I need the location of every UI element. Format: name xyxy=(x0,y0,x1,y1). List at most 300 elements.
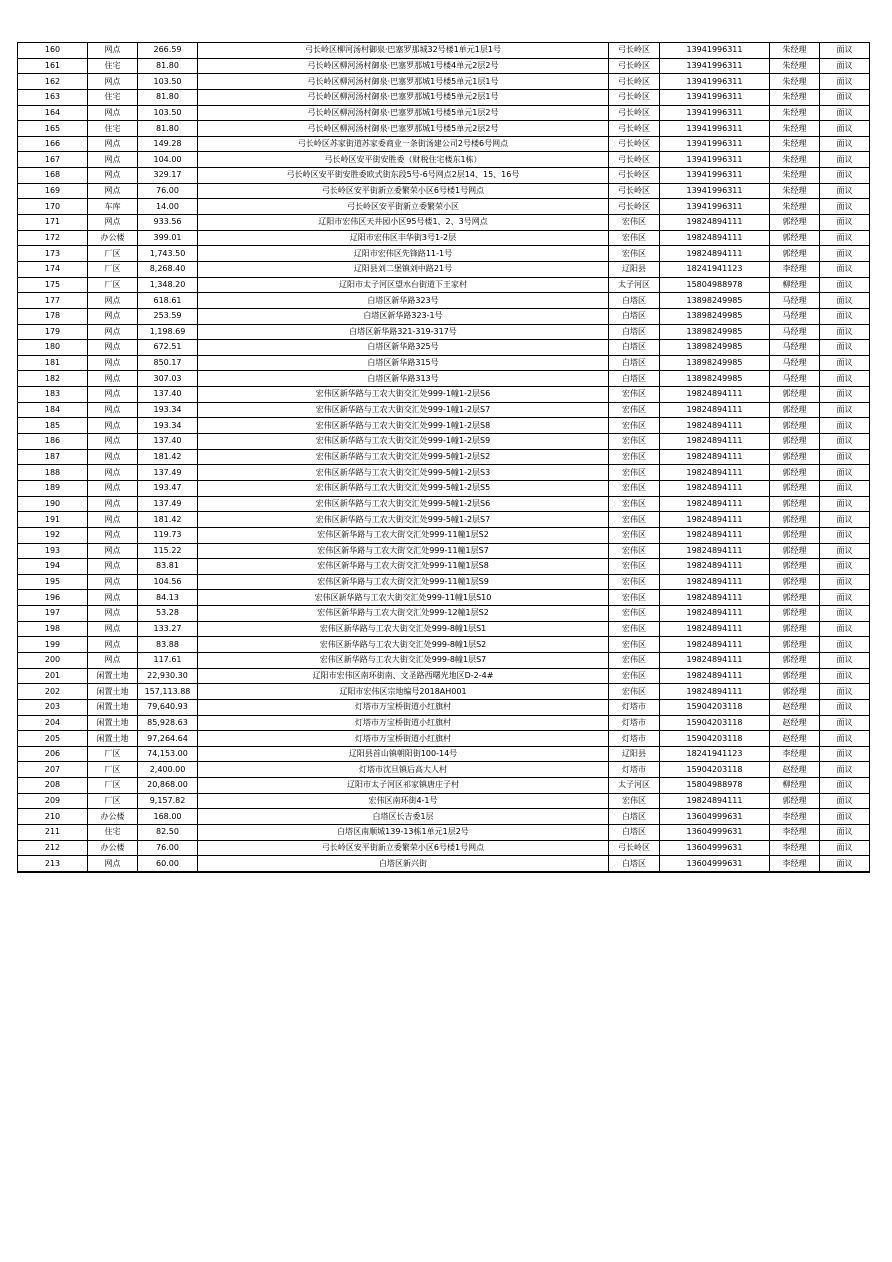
cell-address: 宏伟区新华路与工农大街交汇处999-8幢1层S2 xyxy=(198,637,609,653)
table-row xyxy=(18,246,870,262)
cell-district: 宏伟区 xyxy=(609,434,660,450)
cell-id: 206 xyxy=(18,746,88,762)
cell-district: 弓长岭区 xyxy=(609,183,660,199)
table-row xyxy=(18,746,870,762)
cell-phone: 13604999631 xyxy=(660,825,770,841)
cell-id: 205 xyxy=(18,731,88,747)
cell-phone: 15904203118 xyxy=(660,699,770,715)
cell-id: 212 xyxy=(18,840,88,856)
cell-contact: 马经理 xyxy=(770,293,820,309)
cell-phone: 13941996311 xyxy=(660,58,770,74)
cell-area: 1,198.69 xyxy=(138,324,198,340)
cell-district: 弓长岭区 xyxy=(609,89,660,105)
cell-contact: 郭经理 xyxy=(770,215,820,231)
cell-id: 207 xyxy=(18,762,88,778)
cell-phone: 19824894111 xyxy=(660,559,770,575)
cell-price: 面议 xyxy=(820,543,870,559)
cell-type: 厂区 xyxy=(88,261,138,277)
cell-contact: 郭经理 xyxy=(770,449,820,465)
cell-contact: 朱经理 xyxy=(770,199,820,215)
cell-district: 弓长岭区 xyxy=(609,43,660,59)
cell-area: 266.59 xyxy=(138,43,198,59)
cell-district: 太子河区 xyxy=(609,277,660,293)
cell-district: 白塔区 xyxy=(609,308,660,324)
cell-type: 网点 xyxy=(88,480,138,496)
cell-area: 193.47 xyxy=(138,480,198,496)
cell-contact: 郭经理 xyxy=(770,512,820,528)
cell-address: 白塔区长吉委1层 xyxy=(198,809,609,825)
cell-phone: 13604999631 xyxy=(660,840,770,856)
cell-district: 宏伟区 xyxy=(609,402,660,418)
cell-type: 网点 xyxy=(88,606,138,622)
cell-phone: 19824894111 xyxy=(660,418,770,434)
cell-district: 弓长岭区 xyxy=(609,121,660,137)
cell-area: 104.56 xyxy=(138,574,198,590)
cell-area: 168.00 xyxy=(138,809,198,825)
cell-contact: 朱经理 xyxy=(770,168,820,184)
cell-address: 白塔区新华路325号 xyxy=(198,340,609,356)
cell-id: 175 xyxy=(18,277,88,293)
cell-district: 宏伟区 xyxy=(609,668,660,684)
cell-type: 网点 xyxy=(88,512,138,528)
table-row xyxy=(18,449,870,465)
cell-id: 183 xyxy=(18,387,88,403)
cell-area: 9,157.82 xyxy=(138,793,198,809)
cell-district: 白塔区 xyxy=(609,371,660,387)
cell-phone: 19824894111 xyxy=(660,574,770,590)
cell-phone: 13941996311 xyxy=(660,89,770,105)
table-row xyxy=(18,762,870,778)
cell-district: 灯塔市 xyxy=(609,715,660,731)
table-row xyxy=(18,496,870,512)
cell-area: 2,400.00 xyxy=(138,762,198,778)
table-row xyxy=(18,105,870,121)
cell-address: 弓长岭区安平街安胜委（财税住宅楼东1栋） xyxy=(198,152,609,168)
cell-price: 面议 xyxy=(820,74,870,90)
cell-id: 192 xyxy=(18,527,88,543)
cell-address: 辽阳市宏伟区先锋路11-1号 xyxy=(198,246,609,262)
cell-address: 辽阳市太子河区望水台街道下王家村 xyxy=(198,277,609,293)
cell-phone: 13898249985 xyxy=(660,308,770,324)
cell-district: 白塔区 xyxy=(609,856,660,872)
cell-price: 面议 xyxy=(820,559,870,575)
cell-address: 弓长岭区安平街新立委繁荣小区 xyxy=(198,199,609,215)
cell-district: 辽阳县 xyxy=(609,261,660,277)
cell-type: 网点 xyxy=(88,543,138,559)
table-row xyxy=(18,355,870,371)
table-row xyxy=(18,121,870,137)
cell-area: 82.50 xyxy=(138,825,198,841)
cell-id: 210 xyxy=(18,809,88,825)
cell-address: 宏伟区新华路与工农大街交汇处999-1幢1-2层S8 xyxy=(198,418,609,434)
cell-id: 177 xyxy=(18,293,88,309)
cell-area: 81.80 xyxy=(138,89,198,105)
cell-contact: 郭经理 xyxy=(770,496,820,512)
cell-phone: 19824894111 xyxy=(660,793,770,809)
cell-id: 187 xyxy=(18,449,88,465)
cell-contact: 柳经理 xyxy=(770,277,820,293)
cell-id: 160 xyxy=(18,43,88,59)
cell-district: 灯塔市 xyxy=(609,699,660,715)
cell-phone: 13941996311 xyxy=(660,199,770,215)
cell-phone: 13941996311 xyxy=(660,105,770,121)
cell-address: 宏伟区新华路与工农大街交汇处999-11幢1层S7 xyxy=(198,543,609,559)
cell-contact: 李经理 xyxy=(770,840,820,856)
cell-phone: 19824894111 xyxy=(660,527,770,543)
cell-phone: 13604999631 xyxy=(660,809,770,825)
table-row xyxy=(18,324,870,340)
cell-price: 面议 xyxy=(820,89,870,105)
cell-phone: 13941996311 xyxy=(660,168,770,184)
cell-price: 面议 xyxy=(820,371,870,387)
cell-id: 164 xyxy=(18,105,88,121)
cell-contact: 李经理 xyxy=(770,261,820,277)
cell-id: 166 xyxy=(18,136,88,152)
cell-type: 网点 xyxy=(88,215,138,231)
cell-type: 网点 xyxy=(88,387,138,403)
cell-type: 网点 xyxy=(88,293,138,309)
cell-price: 面议 xyxy=(820,840,870,856)
table-row xyxy=(18,731,870,747)
cell-phone: 19824894111 xyxy=(660,480,770,496)
cell-address: 灯塔市沈旦镇后高大人村 xyxy=(198,762,609,778)
cell-district: 白塔区 xyxy=(609,324,660,340)
table-row xyxy=(18,652,870,668)
cell-address: 宏伟区新华路与工农大街交汇处999-11幢1层S8 xyxy=(198,559,609,575)
cell-address: 白塔区新华路321-319-317号 xyxy=(198,324,609,340)
cell-district: 弓长岭区 xyxy=(609,105,660,121)
cell-contact: 郭经理 xyxy=(770,527,820,543)
cell-district: 弓长岭区 xyxy=(609,840,660,856)
cell-type: 网点 xyxy=(88,856,138,872)
cell-district: 弓长岭区 xyxy=(609,152,660,168)
cell-area: 181.42 xyxy=(138,512,198,528)
cell-address: 宏伟区新华路与工农大街交汇处999-5幢1-2层S6 xyxy=(198,496,609,512)
cell-id: 195 xyxy=(18,574,88,590)
table-row xyxy=(18,793,870,809)
cell-phone: 19824894111 xyxy=(660,246,770,262)
cell-area: 22,930.30 xyxy=(138,668,198,684)
cell-id: 188 xyxy=(18,465,88,481)
cell-type: 厂区 xyxy=(88,246,138,262)
cell-district: 宏伟区 xyxy=(609,465,660,481)
cell-id: 162 xyxy=(18,74,88,90)
table-row xyxy=(18,308,870,324)
cell-id: 211 xyxy=(18,825,88,841)
cell-contact: 马经理 xyxy=(770,340,820,356)
cell-address: 辽阳县刘二堡镇刘中路21号 xyxy=(198,261,609,277)
cell-contact: 郭经理 xyxy=(770,246,820,262)
cell-type: 住宅 xyxy=(88,89,138,105)
table-row xyxy=(18,58,870,74)
table-row xyxy=(18,230,870,246)
cell-type: 网点 xyxy=(88,621,138,637)
table-row xyxy=(18,402,870,418)
table-row xyxy=(18,512,870,528)
cell-contact: 郭经理 xyxy=(770,668,820,684)
cell-area: 81.80 xyxy=(138,58,198,74)
cell-phone: 13941996311 xyxy=(660,121,770,137)
cell-type: 办公楼 xyxy=(88,809,138,825)
cell-price: 面议 xyxy=(820,168,870,184)
cell-address: 宏伟区新华路与工农大街交汇处999-5幢1-2层S3 xyxy=(198,465,609,481)
cell-phone: 19824894111 xyxy=(660,590,770,606)
table-row xyxy=(18,856,870,872)
cell-price: 面议 xyxy=(820,230,870,246)
cell-contact: 朱经理 xyxy=(770,58,820,74)
cell-district: 宏伟区 xyxy=(609,543,660,559)
cell-contact: 朱经理 xyxy=(770,183,820,199)
cell-type: 网点 xyxy=(88,527,138,543)
cell-contact: 郭经理 xyxy=(770,418,820,434)
cell-id: 191 xyxy=(18,512,88,528)
cell-phone: 13898249985 xyxy=(660,371,770,387)
table-row xyxy=(18,559,870,575)
table-body xyxy=(18,43,870,872)
cell-area: 193.34 xyxy=(138,402,198,418)
cell-area: 253.59 xyxy=(138,308,198,324)
cell-price: 面议 xyxy=(820,809,870,825)
cell-contact: 朱经理 xyxy=(770,152,820,168)
cell-district: 弓长岭区 xyxy=(609,74,660,90)
cell-phone: 19824894111 xyxy=(660,215,770,231)
cell-id: 203 xyxy=(18,699,88,715)
cell-area: 104.00 xyxy=(138,152,198,168)
cell-phone: 19824894111 xyxy=(660,387,770,403)
cell-area: 618.61 xyxy=(138,293,198,309)
table-row xyxy=(18,168,870,184)
cell-address: 弓长岭区安平街新立委繁荣小区6号楼1号网点 xyxy=(198,840,609,856)
cell-district: 宏伟区 xyxy=(609,684,660,700)
cell-id: 204 xyxy=(18,715,88,731)
table-row xyxy=(18,699,870,715)
cell-contact: 朱经理 xyxy=(770,105,820,121)
table-row xyxy=(18,199,870,215)
cell-area: 157,113.88 xyxy=(138,684,198,700)
table-row xyxy=(18,590,870,606)
cell-district: 宏伟区 xyxy=(609,527,660,543)
cell-phone: 19824894111 xyxy=(660,652,770,668)
cell-price: 面议 xyxy=(820,778,870,794)
cell-district: 白塔区 xyxy=(609,340,660,356)
cell-phone: 13898249985 xyxy=(660,293,770,309)
cell-area: 60.00 xyxy=(138,856,198,872)
cell-contact: 赵经理 xyxy=(770,731,820,747)
table-row xyxy=(18,465,870,481)
cell-id: 198 xyxy=(18,621,88,637)
cell-id: 168 xyxy=(18,168,88,184)
cell-id: 193 xyxy=(18,543,88,559)
cell-contact: 郭经理 xyxy=(770,543,820,559)
cell-area: 307.03 xyxy=(138,371,198,387)
cell-id: 178 xyxy=(18,308,88,324)
cell-id: 189 xyxy=(18,480,88,496)
cell-district: 宏伟区 xyxy=(609,387,660,403)
cell-type: 厂区 xyxy=(88,277,138,293)
cell-district: 弓长岭区 xyxy=(609,168,660,184)
cell-area: 81.80 xyxy=(138,121,198,137)
cell-id: 161 xyxy=(18,58,88,74)
cell-price: 面议 xyxy=(820,449,870,465)
cell-price: 面议 xyxy=(820,387,870,403)
cell-phone: 19824894111 xyxy=(660,449,770,465)
cell-price: 面议 xyxy=(820,668,870,684)
cell-area: 149.28 xyxy=(138,136,198,152)
cell-area: 137.40 xyxy=(138,434,198,450)
cell-type: 办公楼 xyxy=(88,840,138,856)
cell-price: 面议 xyxy=(820,293,870,309)
cell-address: 宏伟区新华路与工农大街交汇处999-5幢1-2层S2 xyxy=(198,449,609,465)
cell-price: 面议 xyxy=(820,746,870,762)
cell-contact: 朱经理 xyxy=(770,74,820,90)
cell-id: 181 xyxy=(18,355,88,371)
cell-district: 弓长岭区 xyxy=(609,58,660,74)
cell-type: 住宅 xyxy=(88,58,138,74)
cell-id: 169 xyxy=(18,183,88,199)
cell-phone: 15804988978 xyxy=(660,277,770,293)
cell-address: 宏伟区南环街4-1号 xyxy=(198,793,609,809)
cell-district: 宏伟区 xyxy=(609,621,660,637)
cell-type: 网点 xyxy=(88,324,138,340)
cell-address: 弓长岭区柳河汤村御泉·巴塞罗那城1号楼5单元2层2号 xyxy=(198,121,609,137)
cell-area: 20,868.00 xyxy=(138,778,198,794)
cell-area: 181.42 xyxy=(138,449,198,465)
cell-price: 面议 xyxy=(820,496,870,512)
cell-address: 白塔区新华路315号 xyxy=(198,355,609,371)
cell-id: 173 xyxy=(18,246,88,262)
cell-area: 399.01 xyxy=(138,230,198,246)
cell-id: 174 xyxy=(18,261,88,277)
table-row xyxy=(18,136,870,152)
cell-contact: 郭经理 xyxy=(770,434,820,450)
cell-address: 宏伟区新华路与工农大街交汇处999-11幢1层S9 xyxy=(198,574,609,590)
cell-address: 宏伟区新华路与工农大街交汇处999-11幢1层S2 xyxy=(198,527,609,543)
cell-area: 119.73 xyxy=(138,527,198,543)
cell-district: 宏伟区 xyxy=(609,449,660,465)
cell-contact: 柳经理 xyxy=(770,778,820,794)
cell-contact: 李经理 xyxy=(770,809,820,825)
cell-price: 面议 xyxy=(820,199,870,215)
cell-id: 196 xyxy=(18,590,88,606)
cell-price: 面议 xyxy=(820,340,870,356)
cell-price: 面议 xyxy=(820,324,870,340)
cell-district: 宏伟区 xyxy=(609,606,660,622)
cell-price: 面议 xyxy=(820,527,870,543)
cell-address: 辽阳市宏伟区宗地编号2018AH001 xyxy=(198,684,609,700)
cell-price: 面议 xyxy=(820,121,870,137)
cell-area: 74,153.00 xyxy=(138,746,198,762)
cell-contact: 郭经理 xyxy=(770,574,820,590)
cell-type: 网点 xyxy=(88,418,138,434)
cell-type: 网点 xyxy=(88,449,138,465)
cell-id: 209 xyxy=(18,793,88,809)
cell-type: 住宅 xyxy=(88,121,138,137)
cell-phone: 19824894111 xyxy=(660,465,770,481)
cell-area: 85,928.63 xyxy=(138,715,198,731)
cell-id: 165 xyxy=(18,121,88,137)
cell-contact: 李经理 xyxy=(770,825,820,841)
cell-phone: 19824894111 xyxy=(660,543,770,559)
cell-price: 面议 xyxy=(820,825,870,841)
cell-id: 190 xyxy=(18,496,88,512)
table-row xyxy=(18,215,870,231)
cell-area: 97,264.64 xyxy=(138,731,198,747)
cell-phone: 13898249985 xyxy=(660,340,770,356)
cell-type: 厂区 xyxy=(88,762,138,778)
cell-area: 53.28 xyxy=(138,606,198,622)
cell-phone: 13941996311 xyxy=(660,43,770,59)
cell-contact: 马经理 xyxy=(770,355,820,371)
cell-contact: 李经理 xyxy=(770,746,820,762)
cell-type: 网点 xyxy=(88,152,138,168)
cell-address: 灯塔市万宝桥街道小红旗村 xyxy=(198,731,609,747)
cell-type: 网点 xyxy=(88,434,138,450)
table-row xyxy=(18,668,870,684)
cell-address: 弓长岭区柳河汤村御泉·巴塞罗那城1号楼5单元1层2号 xyxy=(198,105,609,121)
cell-id: 167 xyxy=(18,152,88,168)
cell-district: 宏伟区 xyxy=(609,230,660,246)
cell-district: 宏伟区 xyxy=(609,480,660,496)
cell-id: 179 xyxy=(18,324,88,340)
table-row xyxy=(18,74,870,90)
cell-address: 宏伟区新华路与工农大街交汇处999-1幢1-2层S9 xyxy=(198,434,609,450)
cell-address: 弓长岭区安平街新立委繁荣小区6号楼1号网点 xyxy=(198,183,609,199)
cell-contact: 郭经理 xyxy=(770,465,820,481)
cell-area: 850.17 xyxy=(138,355,198,371)
cell-district: 太子河区 xyxy=(609,778,660,794)
cell-contact: 赵经理 xyxy=(770,762,820,778)
cell-contact: 郭经理 xyxy=(770,652,820,668)
cell-district: 宏伟区 xyxy=(609,637,660,653)
cell-district: 宏伟区 xyxy=(609,418,660,434)
cell-contact: 郭经理 xyxy=(770,402,820,418)
cell-id: 200 xyxy=(18,652,88,668)
cell-address: 弓长岭区安平街安胜委欧式街东段5号-6号网点2层14、15、16号 xyxy=(198,168,609,184)
cell-id: 208 xyxy=(18,778,88,794)
cell-price: 面议 xyxy=(820,261,870,277)
cell-id: 171 xyxy=(18,215,88,231)
cell-district: 宏伟区 xyxy=(609,559,660,575)
cell-address: 白塔区南顺城139-13栋1单元1层2号 xyxy=(198,825,609,841)
cell-id: 213 xyxy=(18,856,88,872)
cell-id: 182 xyxy=(18,371,88,387)
table-row xyxy=(18,293,870,309)
cell-phone: 19824894111 xyxy=(660,637,770,653)
cell-type: 网点 xyxy=(88,308,138,324)
cell-district: 宏伟区 xyxy=(609,215,660,231)
cell-id: 202 xyxy=(18,684,88,700)
cell-district: 辽阳县 xyxy=(609,746,660,762)
cell-district: 弓长岭区 xyxy=(609,199,660,215)
cell-type: 网点 xyxy=(88,574,138,590)
cell-area: 137.49 xyxy=(138,465,198,481)
cell-area: 83.81 xyxy=(138,559,198,575)
cell-district: 白塔区 xyxy=(609,355,660,371)
cell-type: 网点 xyxy=(88,465,138,481)
cell-contact: 郭经理 xyxy=(770,637,820,653)
cell-price: 面议 xyxy=(820,277,870,293)
cell-address: 弓长岭区苏家街道苏家委商业一条街汤建公司2号楼6号网点 xyxy=(198,136,609,152)
cell-type: 网点 xyxy=(88,371,138,387)
cell-type: 网点 xyxy=(88,74,138,90)
cell-contact: 郭经理 xyxy=(770,606,820,622)
table-row xyxy=(18,543,870,559)
table-row xyxy=(18,152,870,168)
cell-type: 闲置土地 xyxy=(88,699,138,715)
cell-price: 面议 xyxy=(820,246,870,262)
cell-type: 网点 xyxy=(88,183,138,199)
cell-price: 面议 xyxy=(820,183,870,199)
